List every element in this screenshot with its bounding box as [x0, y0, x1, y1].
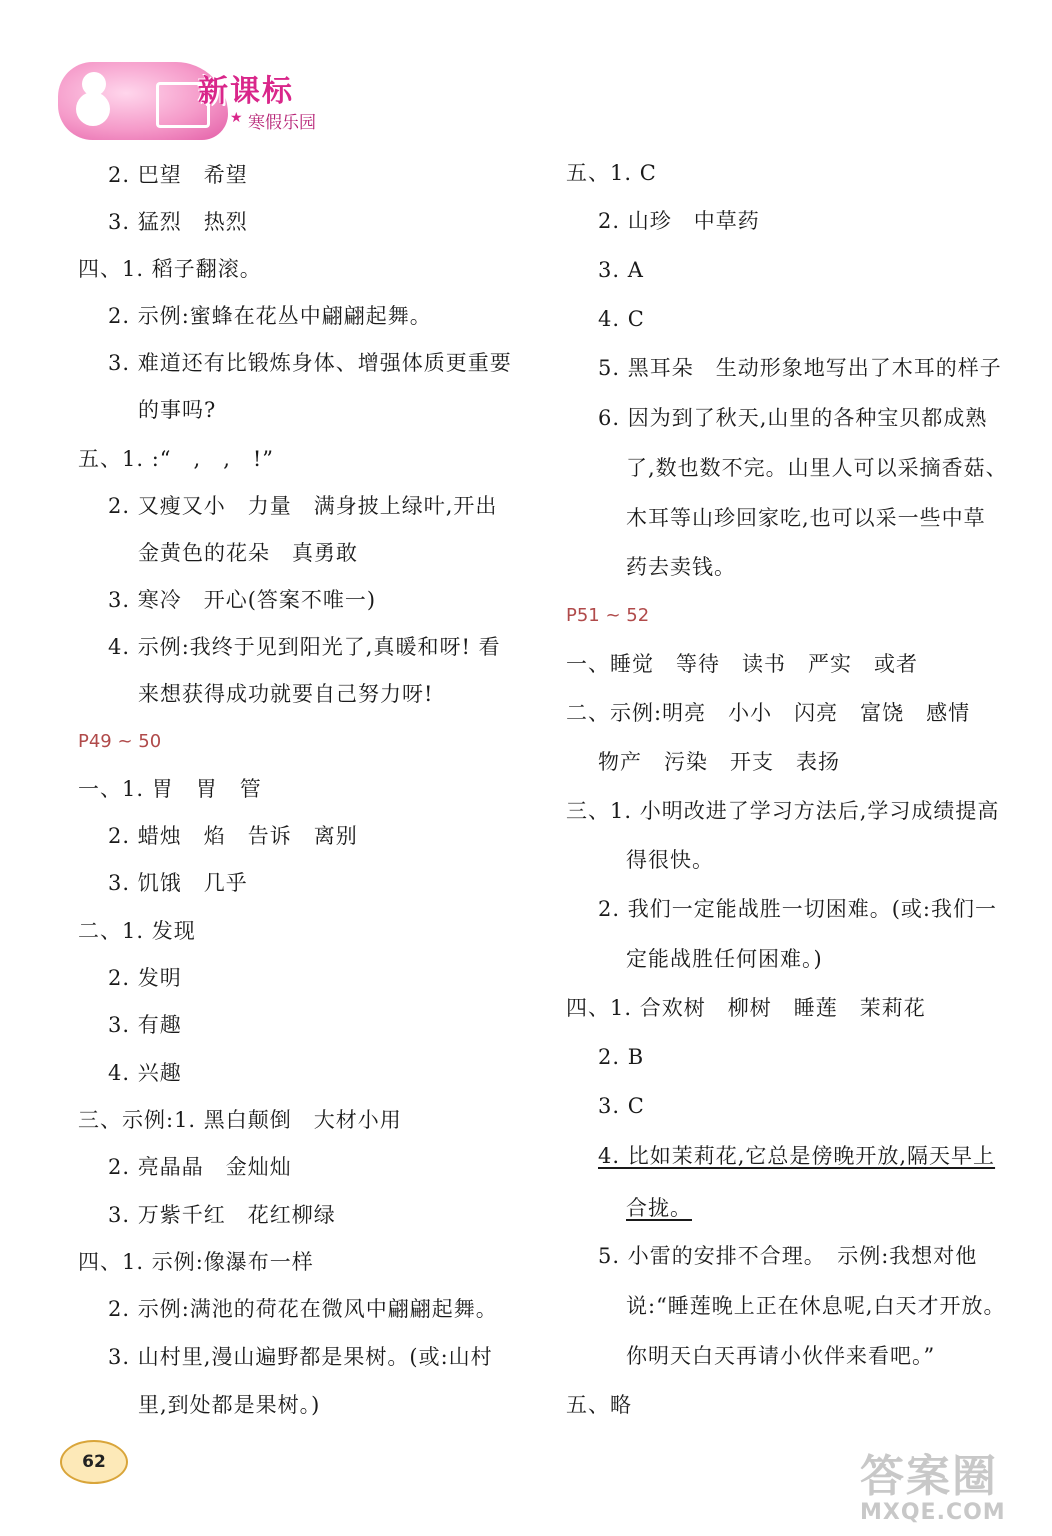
- section-page-range: P51 ~ 52: [566, 605, 650, 626]
- answer-line: 5. 小雷的安排不合理。 示例:我想对他: [598, 1244, 978, 1268]
- answer-line: 4. 兴趣: [108, 1061, 182, 1085]
- answer-line: 五、1. C: [566, 161, 657, 185]
- answer-line: 2. B: [598, 1045, 645, 1069]
- answer-line: 2. 示例:蜜蜂在花丛中翩翩起舞。: [108, 304, 432, 328]
- answer-line: 2. 蜡烛 焰 告诉 离别: [108, 824, 358, 848]
- answer-line: 2. 山珍 中草药: [598, 209, 760, 233]
- answer-line: 2. 亮晶晶 金灿灿: [108, 1155, 292, 1179]
- answer-line: 2. 我们一定能战胜一切困难。(或:我们一: [598, 897, 997, 921]
- header-logo: [58, 52, 338, 144]
- answer-line: 定能战胜任何困难。): [626, 947, 823, 971]
- answer-line: 4. C: [598, 307, 645, 331]
- answer-line: 3. C: [598, 1094, 645, 1118]
- answer-line: 药去卖钱。: [626, 555, 736, 579]
- watermark-domain: MXQE.COM: [860, 1500, 1006, 1525]
- answer-line-underlined: 4. 比如茉莉花,它总是傍晚开放,隔天早上: [598, 1144, 996, 1168]
- answer-line: 二、示例:明亮 小小 闪亮 富饶 感情: [566, 701, 971, 725]
- answer-line: 说:“睡莲晚上正在休息呢,白天才开放。: [626, 1294, 1006, 1318]
- answer-line: 2. 发明: [108, 966, 182, 990]
- page-number-badge: 62: [60, 1440, 128, 1484]
- answer-line: 里,到处都是果树。): [138, 1393, 321, 1417]
- answer-line: 6. 因为到了秋天,山里的各种宝贝都成熟: [598, 406, 988, 430]
- answer-line: 2. 又瘦又小 力量 满身披上绿叶,开出: [108, 494, 498, 518]
- answer-line: 三、1. 小明改进了学习方法后,学习成绩提高: [566, 799, 1000, 823]
- answer-line: 二、1. 发现: [78, 919, 196, 943]
- answer-line: 得很快。: [626, 848, 714, 872]
- answer-line: 一、1. 胃 胃 管: [78, 777, 262, 801]
- answer-line: 3. 难道还有比锻炼身体、增强体质更重要: [108, 351, 512, 375]
- answer-line: 金黄色的花朵 真勇敢: [138, 541, 358, 565]
- answer-line: 3. A: [598, 258, 644, 282]
- answer-line-underlined: 合拢。: [626, 1196, 692, 1220]
- watermark-logo-text: 答案圈: [860, 1451, 998, 1502]
- star-icon: ★: [230, 110, 243, 126]
- answer-line: 5. 黑耳朵 生动形象地写出了木耳的样子: [598, 356, 1002, 380]
- answer-line: 3. 饥饿 几乎: [108, 871, 248, 895]
- answer-line: 3. 有趣: [108, 1013, 182, 1037]
- answer-line: 3. 猛烈 热烈: [108, 210, 248, 234]
- answer-line: 四、1. 示例:像瀑布一样: [78, 1250, 314, 1274]
- answer-line: 2. 巴望 希望: [108, 163, 248, 187]
- answer-line: 的事吗?: [138, 398, 217, 422]
- watermark: [860, 1440, 1006, 1525]
- answer-line: 3. 寒冷 开心(答案不唯一): [108, 588, 377, 612]
- answer-line: 来想获得成功就要自己努力呀!: [138, 682, 434, 706]
- section-page-range: P49 ~ 50: [78, 731, 162, 752]
- logo-subtitle: 寒假乐园: [248, 113, 316, 133]
- answer-line: 了,数也数不完。山里人可以采摘香菇、: [626, 456, 1008, 480]
- answer-line: 五、略: [566, 1393, 632, 1417]
- answer-line: 五、1. :“ , , !”: [78, 447, 275, 471]
- answer-line: 四、1. 合欢树 柳树 睡莲 茉莉花: [566, 996, 926, 1020]
- logo-title: 新课标: [198, 74, 294, 109]
- answer-line: 你明天白天再请小伙伴来看吧。”: [626, 1344, 936, 1368]
- answer-line: 物产 污染 开支 表扬: [598, 750, 840, 774]
- answer-line: 三、示例:1. 黑白颠倒 大材小用: [78, 1108, 402, 1132]
- answer-line: 木耳等山珍回家吃,也可以采一些中草: [626, 506, 986, 530]
- answer-line: 3. 山村里,漫山遍野都是果树。(或:山村: [108, 1345, 493, 1369]
- answer-line: 3. 万紫千红 花红柳绿: [108, 1203, 336, 1227]
- snowman-body-icon: [76, 92, 110, 126]
- answer-line: 2. 示例:满池的荷花在微风中翩翩起舞。: [108, 1297, 498, 1321]
- answer-line: 一、睡觉 等待 读书 严实 或者: [566, 652, 918, 676]
- answer-line: 四、1. 稻子翻滚。: [78, 257, 262, 281]
- answer-line: 4. 示例:我终于见到阳光了,真暖和呀! 看: [108, 635, 501, 659]
